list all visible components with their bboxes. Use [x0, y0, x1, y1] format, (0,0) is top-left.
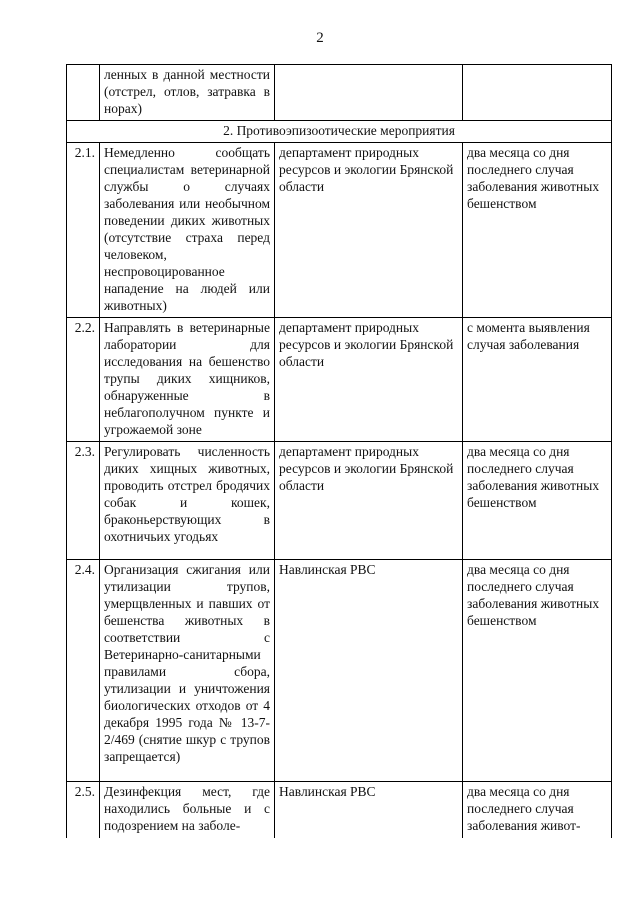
- row-number: 2.5.: [67, 782, 100, 838]
- deadline-text: два месяца со дня последнего случая заболевания живот-: [463, 782, 612, 838]
- measure-text: Регулировать численность диких хищных животных, проводить отстрел бродячих собак и кошек, браконьерствующих в охотничьих угодьях: [100, 442, 275, 560]
- measure-text: Организация сжигания или утилизации трупов, умерщвленных и павших от бешенства животных в соответствии с Ветеринарно-санитарными правилами сбора, утилизации и уничтожения биологических отходов от 4 декабря 1995 года № 13-7-2/469 (снятие шкур с трупов запрещается): [100, 560, 275, 782]
- responsible-text: [275, 65, 463, 121]
- table-row: [67, 65, 612, 121]
- page-number: 2: [316, 30, 324, 46]
- section-title: 2. Противоэпизоотические мероприятия: [67, 121, 612, 143]
- responsible-text: Навлинская РВС: [275, 560, 463, 782]
- responsible-text: департамент природных ресурсов и экологии Брянской области: [275, 318, 463, 442]
- table-row: [67, 318, 612, 442]
- table-row: [67, 782, 612, 838]
- measure-text: ленных в данной местности (отстрел, отлов, затравка в норах): [100, 65, 275, 121]
- table-row: [67, 143, 612, 318]
- measures-table: [66, 64, 612, 838]
- responsible-text: Навлинская РВС: [275, 782, 463, 838]
- section-header-row: [67, 121, 612, 143]
- deadline-text: с момента выявления случая заболевания: [463, 318, 612, 442]
- measure-text: Направлять в ветеринарные лаборатории для исследования на бешенство трупы диких хищников, обнаруженные в неблагополучном пункте и угрожаемой зоне: [100, 318, 275, 442]
- table-row: [67, 442, 612, 560]
- deadline-text: два месяца со дня последнего случая заболевания животных бешенством: [463, 442, 612, 560]
- row-number: 2.3.: [67, 442, 100, 560]
- measure-text: Дезинфекция мест, где находились больные и с подозрением на заболе-: [100, 782, 275, 838]
- row-number: [67, 65, 100, 121]
- deadline-text: [463, 65, 612, 121]
- measure-text: Немедленно сообщать специалистам ветеринарной службы о случаях заболевания или необычном поведении диких животных (отсутствие страха перед человеком, неспровоцированное нападение на людей или животных): [100, 143, 275, 318]
- responsible-text: департамент природных ресурсов и экологии Брянской области: [275, 143, 463, 318]
- deadline-text: два месяца со дня последнего случая заболевания животных бешенством: [463, 143, 612, 318]
- row-number: 2.2.: [67, 318, 100, 442]
- deadline-text: два месяца со дня последнего случая заболевания животных бешенством: [463, 560, 612, 782]
- row-number: 2.4.: [67, 560, 100, 782]
- table-row: [67, 560, 612, 782]
- row-number: 2.1.: [67, 143, 100, 318]
- responsible-text: департамент природных ресурсов и экологии Брянской области: [275, 442, 463, 560]
